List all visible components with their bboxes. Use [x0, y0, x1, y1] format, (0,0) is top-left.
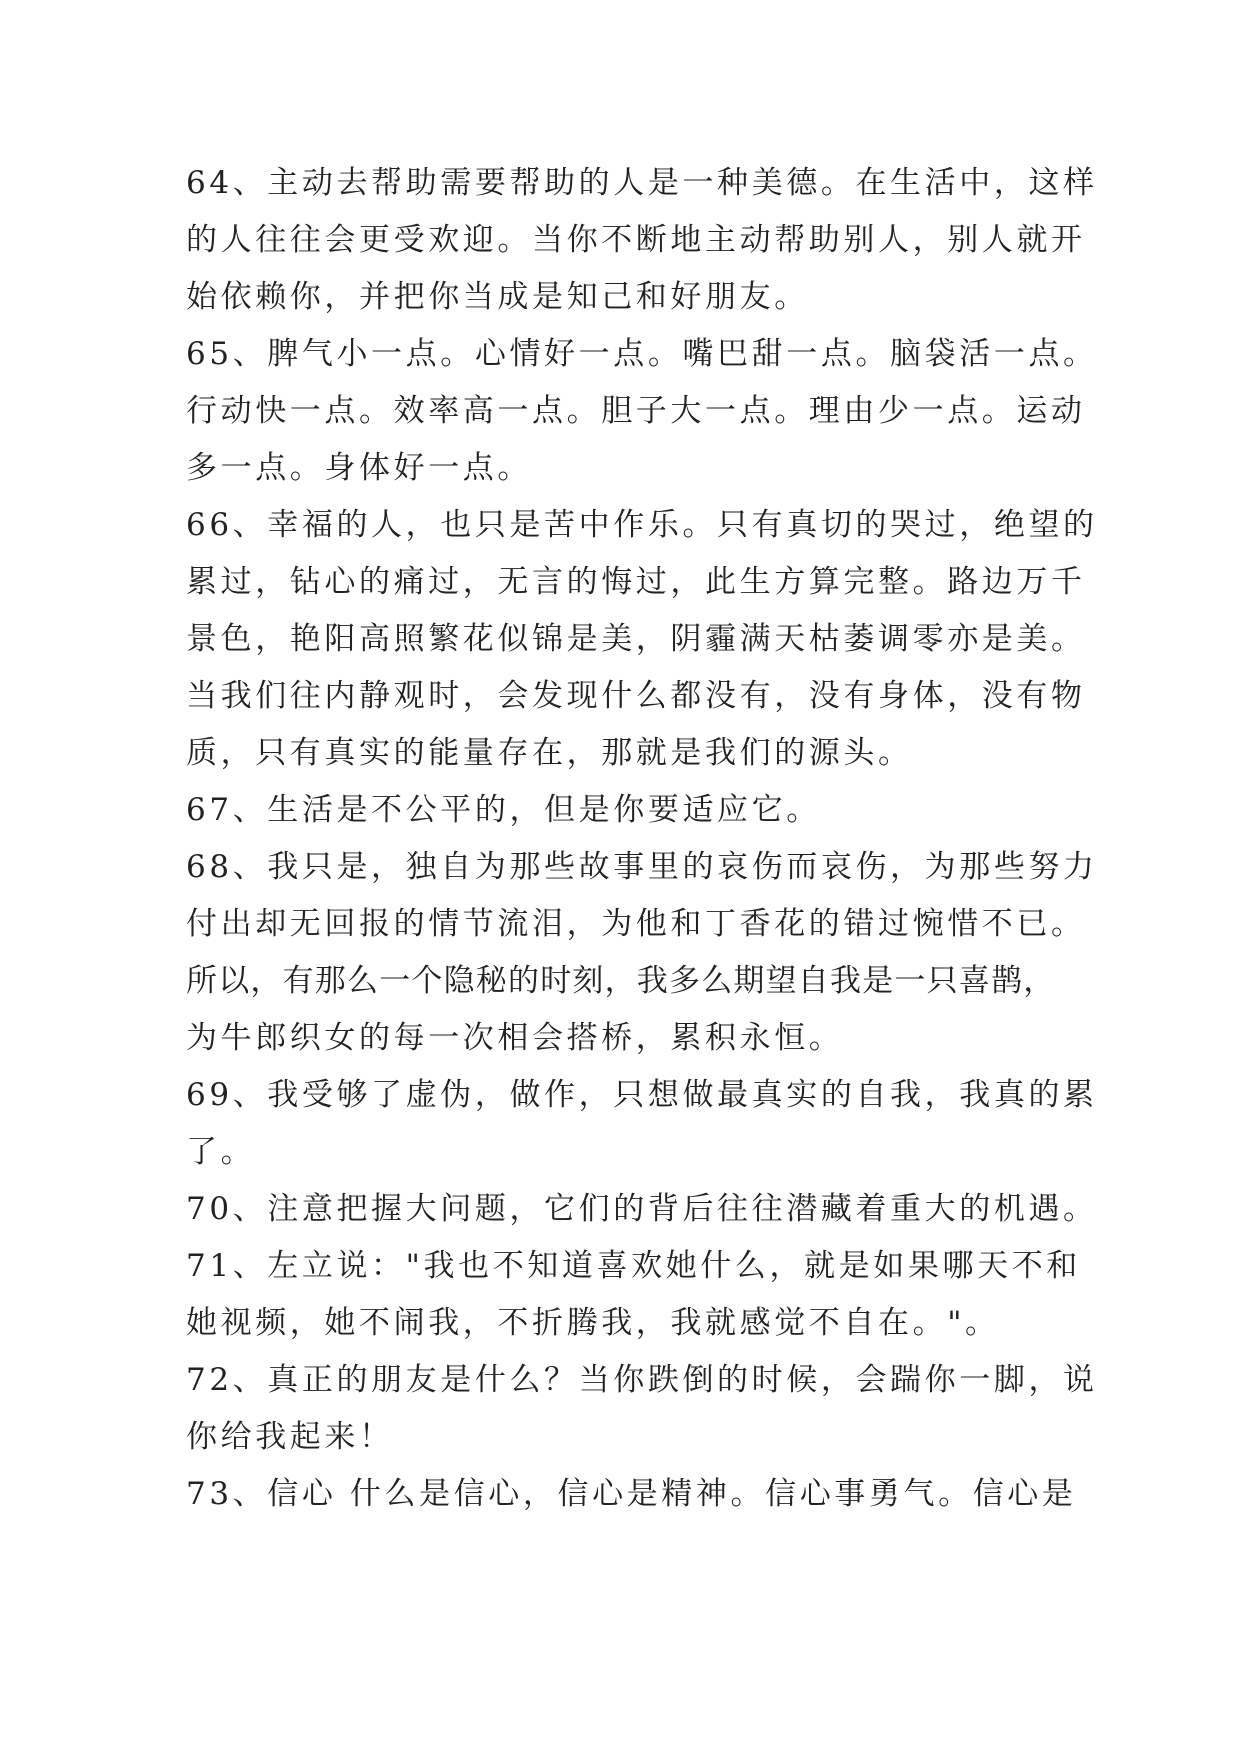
text-line: 付出却无回报的情节流泪，为他和丁香花的错过惋惜不已。 — [186, 906, 1086, 942]
text-line: 当我们往内静观时，会发现什么都没有，没有身体，没有物 — [186, 678, 1086, 714]
paragraph-73 — [186, 1466, 1086, 1523]
text-line: 68、我只是，独自为那些故事里的哀伤而哀伤，为那些努力 — [186, 849, 1098, 885]
paragraph-65 — [186, 326, 1098, 497]
text-line: 了。 — [186, 1134, 256, 1170]
text-line: 始依赖你，并把你当成是知己和好朋友。 — [186, 279, 809, 315]
text-line: 景色，艳阳高照繁花似锦是美，阴霾满天枯萎调零亦是美。 — [186, 621, 1086, 657]
text-line: 质，只有真实的能量存在，那就是我们的源头。 — [186, 735, 913, 771]
text-line: 你给我起来！ — [186, 1419, 394, 1455]
text-line: 70、注意把握大问题，它们的背后往往潜藏着重大的机遇。 — [186, 1191, 1098, 1227]
text-line: 72、真正的朋友是什么？当你跌倒的时候，会踹你一脚，说 — [186, 1362, 1098, 1398]
text-line: 64、主动去帮助需要帮助的人是一种美德。在生活中，这样 — [186, 165, 1098, 201]
paragraph-67 — [186, 782, 1086, 839]
paragraph-69 — [186, 1067, 1098, 1181]
text-line: 67、生活是不公平的，但是你要适应它。 — [186, 792, 821, 828]
text-line: 73、信心 什么是信心，信心是精神。信心事勇气。信心是 — [186, 1476, 1077, 1512]
text-line: 66、幸福的人，也只是苦中作乐。只有真切的哭过，绝望的 — [186, 507, 1098, 543]
paragraph-66 — [186, 497, 1098, 782]
text-line: 累过，钻心的痛过，无言的悔过，此生方算完整。路边万千 — [186, 564, 1086, 600]
text-line: 65、脾气小一点。心情好一点。嘴巴甜一点。脑袋活一点。 — [186, 336, 1098, 372]
text-line: 所以，有那么一个隐秘的时刻，我多么期望自我是一只喜鹊， — [186, 963, 1056, 999]
text-line: 多一点。身体好一点。 — [186, 450, 532, 486]
text-line: 的人往往会更受欢迎。当你不断地主动帮助别人，别人就开 — [186, 222, 1086, 258]
text-line: 71、左立说："我也不知道喜欢她什么，就是如果哪天不和 — [186, 1248, 1081, 1284]
document-body — [186, 155, 1098, 1523]
paragraph-72 — [186, 1352, 1098, 1466]
text-line: 她视频，她不闹我，不折腾我，我就感觉不自在。"。 — [186, 1305, 1000, 1341]
text-line: 为牛郎织女的每一次相会搭桥，累积永恒。 — [186, 1020, 844, 1056]
paragraph-68 — [186, 839, 1098, 1067]
paragraph-70 — [186, 1181, 1098, 1238]
paragraph-71 — [186, 1238, 1086, 1352]
text-line: 69、我受够了虚伪，做作，只想做最真实的自我，我真的累 — [186, 1077, 1098, 1113]
text-line: 行动快一点。效率高一点。胆子大一点。理由少一点。运动 — [186, 393, 1086, 429]
paragraph-64 — [186, 155, 1098, 326]
